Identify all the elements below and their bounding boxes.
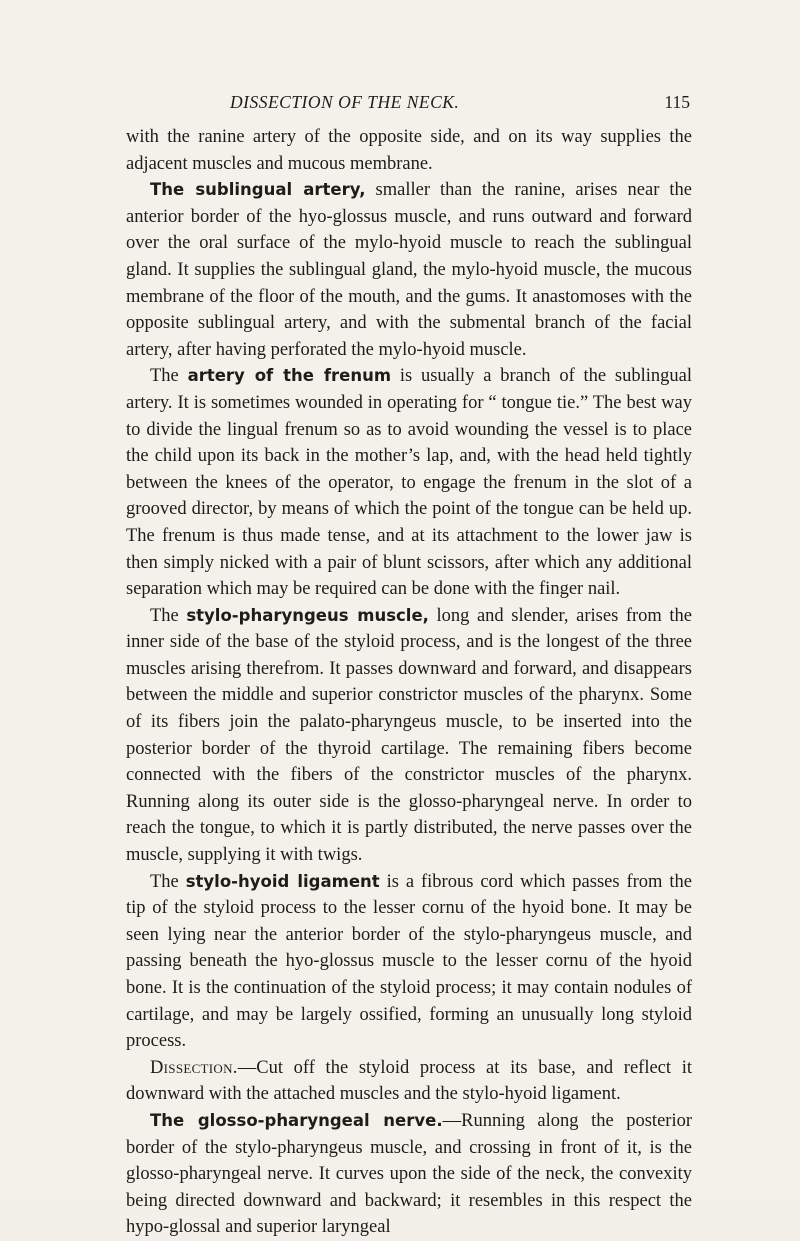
paragraph-text: —Cut off the styloid process at its base, and reflect it downward with the attached muscles and the stylo-hyoid ligament. [126, 1057, 692, 1105]
paragraph-text: is usually a branch of the sublingual artery. It is sometimes wounded in operating for “ tongue tie.” The best way to divide the lingual frenum so as to avoid wounding the vessel is to place the child upon its back in the mother’s lap, and, with the head held tightly between the knees of the operator, to engage the frenum in the slot of a grooved director, by means of which the point of the tongue can be held up. The frenum is thus made tense, and at its attachment to the lower jaw is then simply nicked with a pair of blunt scissors, after which any additional separation which may be required can be done with the finger nail. [126, 366, 692, 600]
paragraph-artery-of-frenum [126, 363, 692, 602]
paragraph-stylo-hyoid-ligament [126, 869, 692, 1055]
term-heading: The glosso-pharyngeal nerve. [150, 1110, 443, 1130]
running-title: DISSECTION OF THE NECK. [230, 92, 460, 112]
paragraph-text: is a fibrous cord which passes from the tip of the styloid process to the lesser cornu of the hyoid bone. It may be seen lying near the anterior border of the stylo-pharyngeus muscle, and passing beneath the hyo-glossus muscle to the lesser cornu of the hyoid bone. It is the continuation of the styloid process; it may contain nodules of cartilage, and may be largely ossified, forming an unusually long styloid process. [126, 871, 692, 1052]
running-head [126, 92, 692, 116]
term-heading: The sublingual artery, [150, 180, 366, 200]
paragraph-lead: The [150, 366, 188, 387]
term-heading: stylo-pharyngeus muscle, [186, 605, 429, 625]
paragraph-text: with the ranine artery of the opposite side, and on its way supplies the adjacent muscles and mucous membrane. [126, 127, 692, 174]
paragraph-text: —Running along the posterior border of the stylo-pharyngeus muscle, and crossing in front of it, is the glosso-pharyngeal nerve. It curves upon the side of the neck, the convexity being directed downward and backward; it resembles in this respect the hypo-glossal and superior laryngeal [126, 1110, 692, 1238]
paragraph-lead: The [150, 605, 187, 626]
paragraph-stylo-pharyngeus-muscle [126, 603, 692, 869]
term-heading: artery of the frenum [187, 366, 392, 386]
term-heading: stylo-hyoid ligament [185, 871, 380, 891]
paragraph-text: long and slender, arises from the inner side of the base of the styloid process, and is the longest of the three muscles arising therefrom. It passes downward and forward, and disappears between the middle and superior constrictor muscles of the pharynx. Some of its fibers join the palato-pharyngeus muscle, to be inserted into the posterior border of the thyroid cartilage. The remaining fibers become connected with the fibers of the constrictor muscles of the pharynx. Running along its outer side is the glosso-pharyngeal nerve. In order to reach the tongue, to which it is partly distributed, the nerve passes over the muscle, supplying it with twigs. [126, 605, 692, 866]
paragraph-glosso-pharyngeal-nerve [126, 1108, 692, 1241]
paragraph-sublingual-artery [126, 177, 692, 363]
paragraph-lead: The [150, 871, 186, 892]
dissection-label: Dissection. [150, 1057, 238, 1078]
paragraph-dissection [126, 1055, 692, 1108]
body-text [126, 124, 692, 1241]
paragraph-text: smaller than the ranine, arises near the anterior border of the hyo-glossus muscle, and runs outward and forward over the oral surface of the mylo-hyoid muscle to reach the sublingual gland. It supplies the sublingual gland, the mylo-hyoid muscle, the mucous membrane of the floor of the mouth, and the gums. It anastomoses with the opposite sublingual artery, and with the submental branch of the facial artery, after having perforated the mylo-hyoid muscle. [126, 180, 692, 360]
page-number: 115 [664, 92, 690, 112]
paragraph-ranine-continuation [126, 124, 692, 177]
